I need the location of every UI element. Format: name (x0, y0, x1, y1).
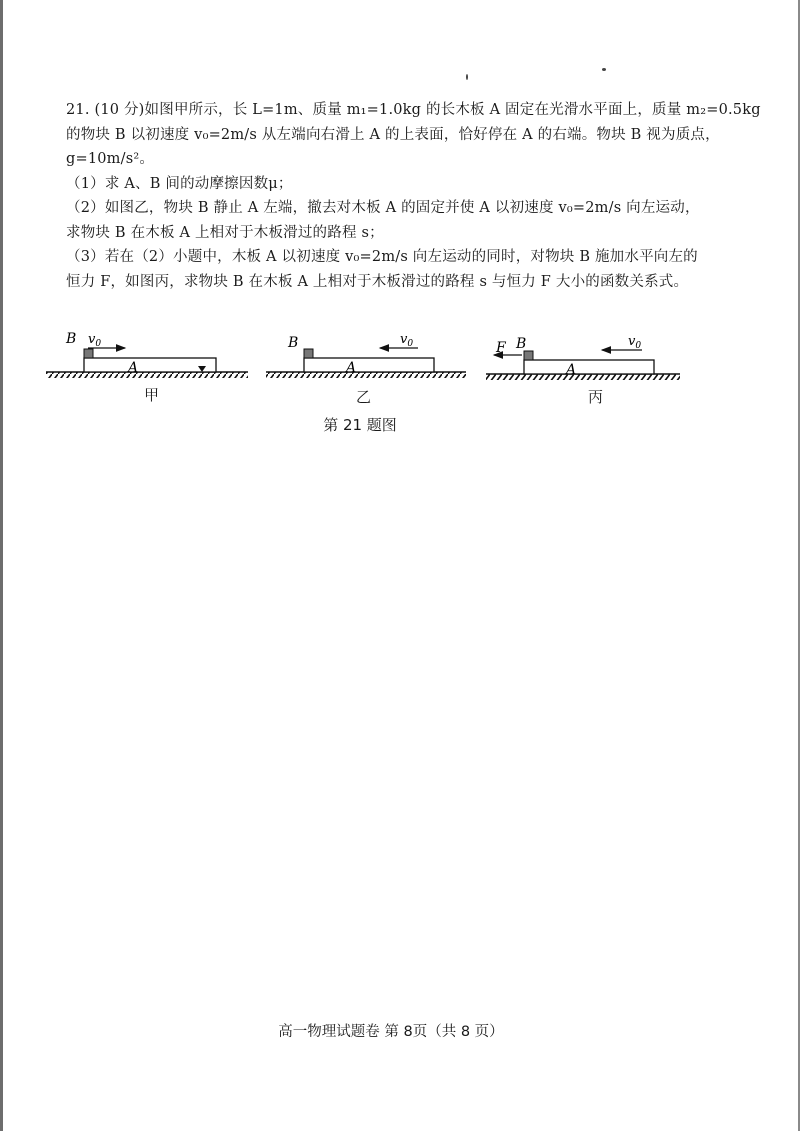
label-a: A (128, 360, 139, 376)
question-21 (66, 98, 761, 294)
board-a (524, 360, 654, 374)
board-a (304, 358, 434, 372)
board-a (84, 358, 216, 372)
label-v0: $v_0$ (400, 332, 414, 349)
scan-speck (466, 74, 468, 80)
label-f: F (496, 340, 506, 356)
label-a: A (566, 362, 577, 378)
question-part-2-cont: 求物块 B 在木板 A 上相对于木板滑过的路程 s； (66, 224, 384, 241)
ground-hatch (486, 374, 680, 380)
ground-hatch (46, 372, 248, 378)
figure-jia (46, 331, 248, 378)
ground-hatch (266, 372, 466, 378)
scan-edge-left (0, 0, 3, 1131)
figure-label-bing: 丙 (588, 388, 604, 406)
block-b (84, 349, 93, 358)
block-b (304, 349, 313, 358)
figure-yi (266, 332, 466, 378)
question-part-3: （3）若在（2）小题中，木板 A 以初速度 v₀=2m/s 向左运动的同时，对物块 B 施加水平向左的 (66, 249, 698, 265)
question-line-1: 21. (10 分)如图甲所示，长 L=1m、质量 m₁=1.0kg 的长木板 A 固定在光滑水平面上，质量 m₂=0.5kg (66, 102, 761, 118)
label-a: A (346, 360, 357, 376)
label-b: B (66, 331, 77, 347)
label-v0: $v_0$ (88, 332, 102, 349)
label-b: B (288, 335, 299, 351)
block-b (524, 351, 533, 360)
question-line-2: 的物块 B 以初速度 v₀=2m/s 从左端向右滑上 A 的上表面，恰好停在 A 的右端。物块 B 视为质点， (66, 126, 720, 143)
question-line-3: g=10m/s²。 (66, 151, 155, 167)
question-part-3-cont: 恒力 F，如图丙，求物块 B 在木板 A 上相对于木板滑过的路程 s 与恒力 F 大小的函数关系式。 (66, 273, 689, 290)
figure-label-yi: 乙 (356, 388, 372, 406)
label-b: B (516, 336, 527, 352)
figure-bing (486, 334, 680, 380)
label-v0: $v_0$ (628, 334, 642, 351)
question-part-1: （1）求 A、B 间的动摩擦因数μ； (66, 175, 293, 192)
page-footer: 高一物理试题卷 第 8页（共 8 页） (278, 1024, 504, 1040)
scan-speck (602, 68, 606, 71)
figure-label-jia: 甲 (144, 386, 160, 404)
question-part-2: （2）如图乙，物块 B 静止 A 左端，撤去对木板 A 的固定并使 A 以初速度 v₀=2m/s 向左运动， (66, 200, 700, 216)
figure-caption: 第 21 题图 (323, 416, 397, 434)
